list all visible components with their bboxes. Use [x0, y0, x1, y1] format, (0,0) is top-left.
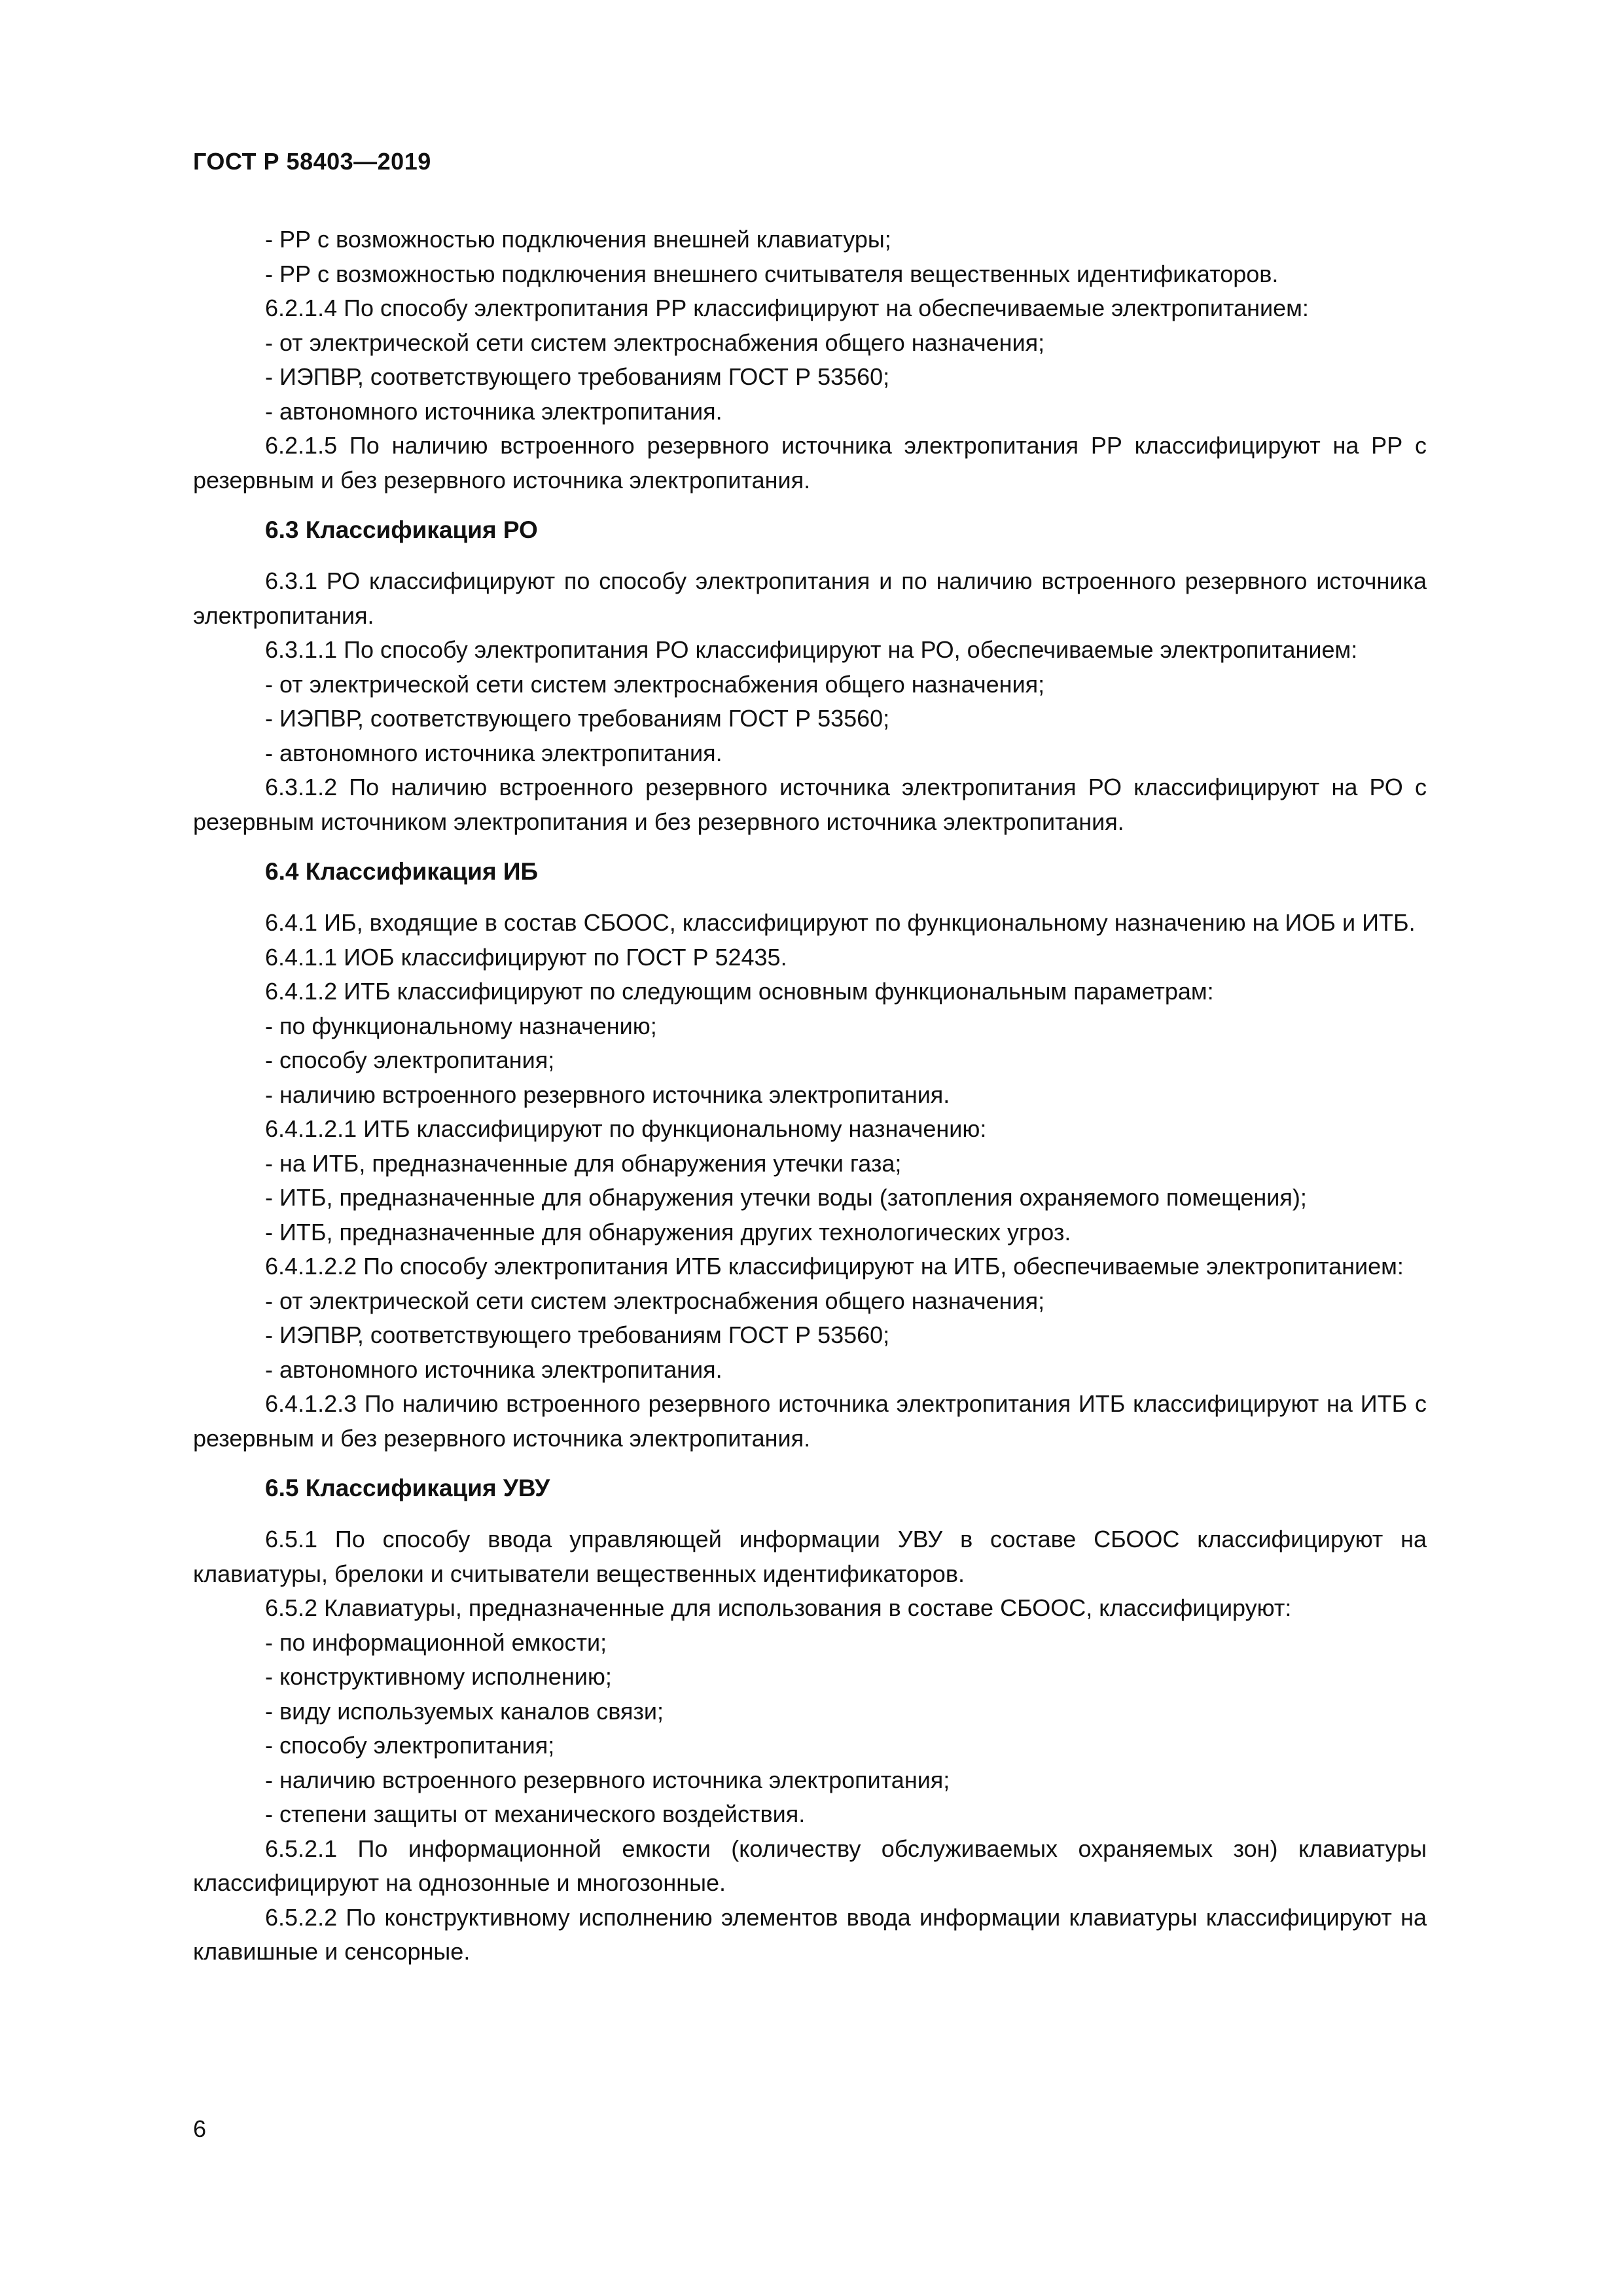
- list-item: - автономного источника электропитания.: [265, 739, 722, 766]
- section-heading: 6.4 Классификация ИБ: [265, 858, 539, 885]
- list-item: - от электрической сети систем электроснабжения общего назначения;: [265, 1287, 1045, 1314]
- document-body: [193, 223, 1427, 1969]
- page-number: 6: [193, 2115, 207, 2142]
- list-item: - РР с возможностью подключения внешнего считывателя вещественных идентификаторов.: [265, 260, 1279, 287]
- list-item: - по информационной емкости;: [265, 1628, 607, 1656]
- clause-paragraph: 6.4.1 ИБ, входящие в состав СБООС, классифицируют по функциональному назначению на ИОБ и ИТБ.: [265, 909, 1416, 936]
- section-heading: 6.5 Классификация УВУ: [265, 1475, 550, 1501]
- clause-paragraph: 6.2.1.5 По наличию встроенного резервного источника электропитания РР классифицируют на РР с резервным и без резервного источника электропитания.: [193, 432, 1427, 493]
- clause-paragraph: 6.4.1.2.3 По наличию встроенного резервного источника электропитания ИТБ классифицируют на ИТБ с резервным и без резервного источника электропитания.: [193, 1390, 1427, 1452]
- document-header: ГОСТ Р 58403—2019: [193, 148, 431, 175]
- list-item: - ИЭПВР, соответствующего требованиям ГОСТ Р 53560;: [265, 1321, 890, 1348]
- clause-paragraph: 6.3.1 РО классифицируют по способу электропитания и по наличию встроенного резервного источника электропитания.: [193, 567, 1427, 629]
- list-item: - автономного источника электропитания.: [265, 397, 722, 425]
- list-item: - ИЭПВР, соответствующего требованиям ГОСТ Р 53560;: [265, 363, 890, 390]
- clause-paragraph: 6.4.1.2.2 По способу электропитания ИТБ классифицируют на ИТБ, обеспечиваемые электропитанием:: [265, 1253, 1404, 1280]
- list-item: - автономного источника электропитания.: [265, 1355, 722, 1383]
- clause-paragraph: 6.4.1.2.1 ИТБ классифицируют по функциональному назначению:: [265, 1115, 987, 1142]
- list-item: - ИТБ, предназначенные для обнаружения утечки воды (затопления охраняемого помещения);: [265, 1184, 1307, 1211]
- section-heading: 6.3 Классификация РО: [265, 516, 538, 543]
- clause-paragraph: 6.5.1 По способу ввода управляющей информации УВУ в составе СБООС классифицируют на клавиатуры, брелоки и считыватели вещественных идентификаторов.: [193, 1526, 1427, 1587]
- clause-paragraph: 6.2.1.4 По способу электропитания РР классифицируют на обеспечиваемые электропитанием:: [265, 295, 1309, 321]
- list-item: - от электрической сети систем электроснабжения общего назначения;: [265, 670, 1045, 698]
- clause-paragraph: 6.4.1.2 ИТБ классифицируют по следующим основным функциональным параметрам:: [265, 978, 1214, 1005]
- list-item: - РР с возможностью подключения внешней клавиатуры;: [265, 226, 891, 253]
- list-item: - степени защиты от механического воздействия.: [265, 1801, 806, 1827]
- clause-paragraph: 6.4.1.1 ИОБ классифицируют по ГОСТ Р 52435.: [265, 943, 787, 971]
- clause-paragraph: 6.5.2.1 По информационной емкости (количеству обслуживаемых охраняемых зон) клавиатуры классифицируют на однозонные и многозонные.: [193, 1835, 1427, 1896]
- list-item: - ИЭПВР, соответствующего требованиям ГОСТ Р 53560;: [265, 705, 890, 732]
- list-item: - способу электропитания;: [265, 1732, 555, 1759]
- clause-paragraph: 6.3.1.1 По способу электропитания РО классифицируют на РО, обеспечиваемые электропитанием:: [265, 636, 1358, 663]
- list-item: - от электрической сети систем электроснабжения общего назначения;: [265, 329, 1045, 356]
- list-item: - конструктивному исполнению;: [265, 1663, 612, 1690]
- list-item: - способу электропитания;: [265, 1047, 555, 1073]
- list-item: - на ИТБ, предназначенные для обнаружения утечки газа;: [265, 1149, 902, 1177]
- clause-paragraph: 6.3.1.2 По наличию встроенного резервного источника электропитания РО классифицируют на РО с резервным источником электропитания и без резервного источника электропитания.: [193, 774, 1427, 835]
- clause-paragraph: 6.5.2 Клавиатуры, предназначенные для использования в составе СБООС, классифицируют:: [265, 1594, 1292, 1621]
- list-item: - наличию встроенного резервного источника электропитания.: [265, 1081, 950, 1108]
- list-item: - виду используемых каналов связи;: [265, 1697, 664, 1725]
- list-item: - ИТБ, предназначенные для обнаружения других технологических угроз.: [265, 1218, 1071, 1246]
- list-item: - наличию встроенного резервного источника электропитания;: [265, 1766, 950, 1793]
- clause-paragraph: 6.5.2.2 По конструктивному исполнению элементов ввода информации клавиатуры классифицируют на клавишные и сенсорные.: [193, 1903, 1427, 1965]
- list-item: - по функциональному назначению;: [265, 1012, 657, 1039]
